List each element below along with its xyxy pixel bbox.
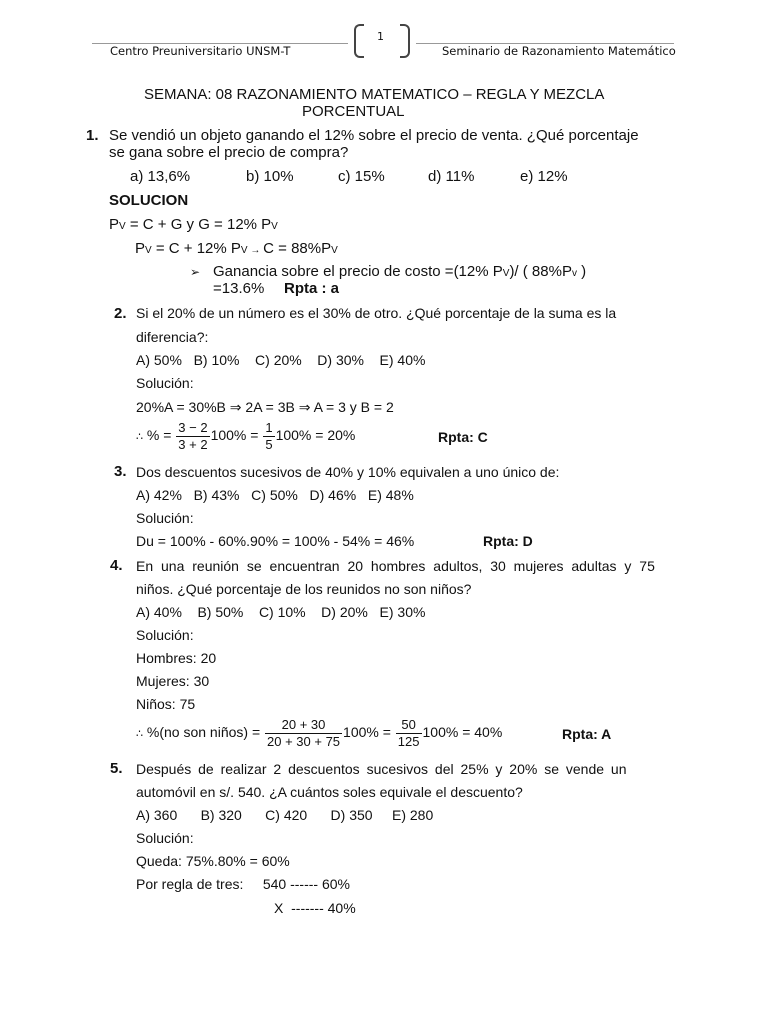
q3-number: 3. — [114, 463, 127, 480]
therefore-icon: ∴ — [136, 728, 143, 741]
q4-women: Mujeres: 30 — [136, 673, 210, 689]
q1-answer: Rpta : a — [284, 280, 340, 297]
q4-options: A) 40% B) 50% C) 10% D) 20% E) 30% — [136, 604, 426, 620]
q1-solution-title: SOLUCION — [109, 192, 189, 209]
page-title-line1: SEMANA: 08 RAZONAMIENTO MATEMATICO – REGLA Y MEZCLA — [144, 86, 605, 103]
q2-statement-line1: Si el 20% de un número es el 30% de otro. ¿Qué porcentaje de la suma es la — [136, 305, 617, 321]
q1-statement-line1: Se vendió un objeto ganando el 12% sobre el precio de venta. ¿Qué porcentaje — [109, 127, 639, 144]
q4-children: Niños: 75 — [136, 696, 196, 712]
q1-solution-step1: PV = C + G y G = 12% PV — [109, 216, 278, 233]
q1-solution-step2: PV = C + 12% PV → C = 88%PV — [135, 240, 338, 257]
q1-option-a: a) 13,6% — [130, 168, 191, 185]
q5-statement-line2: automóvil en s/. 540. ¿A cuántos soles equivale el descuento? — [136, 784, 523, 800]
q5-rule-of-three: Por regla de tres: 540 ------ 60% — [136, 876, 350, 892]
q1-solution-step3: Ganancia sobre el precio de costo =(12% PV)/ ( 88%Pv ) — [213, 263, 587, 280]
q5-solution-label: Solución: — [136, 830, 194, 846]
q1-number: 1. — [86, 127, 99, 144]
q3-solution-label: Solución: — [136, 510, 194, 526]
q5-statement-line1: Después de realizar 2 descuentos sucesivos del 25% y 20% se vende un — [136, 761, 627, 777]
q1-bullet-arrow-icon: ➢ — [190, 265, 201, 279]
q5-number: 5. — [110, 760, 123, 777]
q4-statement-line2: niños. ¿Qué porcentaje de los reunidos no son niños? — [136, 581, 472, 597]
page-number-bracket-right — [400, 24, 410, 58]
q4-solution-label: Solución: — [136, 627, 194, 643]
q4-men: Hombres: 20 — [136, 650, 217, 666]
header-left-text: Centro Preuniversitario UNSM-T — [110, 44, 291, 58]
q2-solution-equation: 20%A = 30%B ⇒ 2A = 3B ⇒ A = 3 y B = 2 — [136, 399, 394, 415]
page-number-bracket-left — [354, 24, 364, 58]
q1-solution-result: =13.6% — [213, 280, 265, 297]
q3-options: A) 42% B) 43% C) 50% D) 46% E) 48% — [136, 487, 414, 503]
q1-option-d: d) 11% — [428, 168, 475, 185]
q2-solution-label: Solución: — [136, 375, 194, 391]
q4-answer: Rpta: A — [562, 726, 612, 742]
therefore-icon: ∴ — [136, 431, 143, 444]
q5-remaining: Queda: 75%.80% = 60% — [136, 853, 290, 869]
q2-number: 2. — [114, 305, 127, 322]
page-number: 1 — [377, 30, 384, 43]
q4-statement-line1: En una reunión se encuentran 20 hombres adultos, 30 mujeres adultas y 75 — [136, 558, 655, 574]
q4-number: 4. — [110, 557, 123, 574]
q5-rule-of-three-x: X ------- 40% — [274, 900, 356, 916]
q3-answer: Rpta: D — [483, 533, 533, 549]
q1-option-e: e) 12% — [520, 168, 568, 185]
q2-solution-fraction: ∴ % = $\frac{3 - 2}{3 + 2}$ 100% = $\frac{1}{5}$ 100% = 20% — [136, 420, 356, 452]
q2-answer: Rpta: C — [438, 429, 488, 445]
q2-statement-line2: diferencia?: — [136, 329, 209, 345]
q3-solution-equation: Du = 100% - 60%.90% = 100% - 54% = 46% — [136, 533, 415, 549]
page-title-line2: PORCENTUAL — [302, 103, 405, 120]
q2-options: A) 50% B) 10% C) 20% D) 30% E) 40% — [136, 352, 426, 368]
q5-options: A) 360 B) 320 C) 420 D) 350 E) 280 — [136, 807, 434, 823]
q4-solution-fraction: ∴ %(no son niños) = $\frac{20 + 30}{20 + 30 + 75}$ 100% = $\frac{50}{125}$ 100% = 40% — [136, 717, 503, 749]
header-right-text: Seminario de Razonamiento Matemático — [442, 44, 676, 58]
q3-statement-line1: Dos descuentos sucesivos de 40% y 10% equivalen a uno único de: — [136, 464, 560, 480]
q1-option-b: b) 10% — [246, 168, 294, 185]
q1-option-c: c) 15% — [338, 168, 385, 185]
q1-statement-line2: se gana sobre el precio de compra? — [109, 144, 349, 161]
